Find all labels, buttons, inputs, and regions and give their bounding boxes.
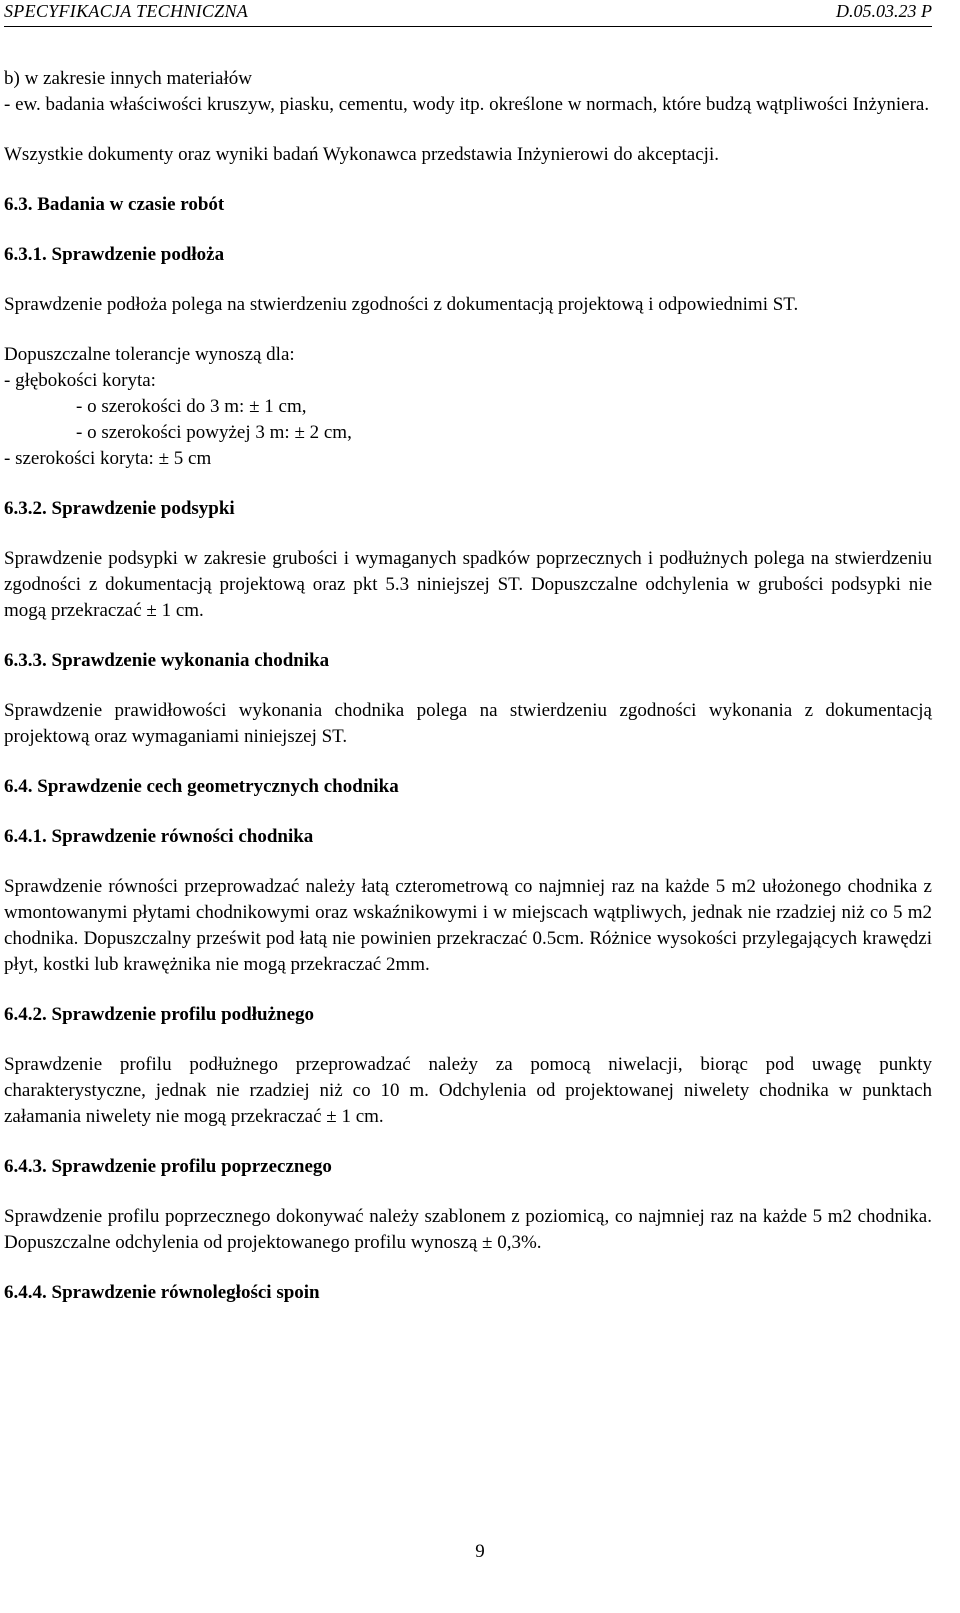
page-header (4, 0, 932, 27)
section-heading: 6.4.3. Sprawdzenie profilu poprzecznego (4, 1156, 332, 1177)
page-content (4, 66, 932, 1306)
text-paragraph: Sprawdzenie podłoża polega na stwierdzeniu zgodności z dokumentacją projektową i odpowiednimi ST. (4, 294, 799, 315)
text-paragraph: Sprawdzenie prawidłowości wykonania chodnika polega na stwierdzeniu zgodności wykonania z dokumentacją projektową oraz wymaganiami niniejszej ST. (4, 700, 932, 747)
text-paragraph: Sprawdzenie profilu podłużnego przeprowadzać należy za pomocą niwelacji, biorąc pod uwagę punkty charakterystyczne, jednak nie rzadziej niż co 10 m. Odchylenia od projektowanej niwelety chodnika w punktach załamania niwelety nie mogą przekraczać ± 1 cm. (4, 1054, 932, 1127)
text-paragraph: Sprawdzenie równości przeprowadzać należy łatą czterometrową co najmniej raz na każde 5 m2 ułożonego chodnika z wmontowanymi płytami chodnikowymi oraz wskaźnikowymi i w miejscach wątpliwych, jednak nie rzadziej niż co 5 m2 chodnika. Dopuszczalny prześwit pod łatą nie powinien przekraczać 0.5cm. Różnice wysokości przylegających krawędzi płyt, kostki lub krawężnika nie mogą przekraczać 2mm. (4, 876, 932, 975)
text-line: b) w zakresie innych materiałów (4, 68, 252, 89)
page-number: 9 (475, 1541, 485, 1562)
text-paragraph: Wszystkie dokumenty oraz wyniki badań Wykonawca przedstawia Inżynierowi do akceptacji. (4, 144, 719, 165)
text-paragraph: Sprawdzenie profilu poprzecznego dokonywać należy szablonem z poziomicą, co najmniej raz na każde 5 m2 chodnika. Dopuszczalne odchylenia od projektowanego profilu wynoszą ± 0,3%. (4, 1206, 932, 1253)
text-line: - głębokości koryta: (4, 370, 156, 391)
section-heading: 6.3.2. Sprawdzenie podsypki (4, 498, 235, 519)
text-line: Dopuszczalne tolerancje wynoszą dla: (4, 344, 295, 365)
section-heading: 6.3.1. Sprawdzenie podłoża (4, 244, 225, 265)
text-line: - o szerokości powyżej 3 m: ± 2 cm, (76, 422, 352, 443)
text-paragraph: - ew. badania właściwości kruszyw, piasku, cementu, wody itp. określone w normach, które budzą wątpliwości Inżyniera. (4, 94, 930, 115)
header-document-code: D.05.03.23 P (836, 1, 932, 21)
section-heading: 6.4.4. Sprawdzenie równoległości spoin (4, 1282, 320, 1303)
section-heading: 6.3.3. Sprawdzenie wykonania chodnika (4, 650, 330, 671)
header-document-title: SPECYFIKACJA TECHNICZNA (4, 1, 249, 21)
text-line: - szerokości koryta: ± 5 cm (4, 448, 212, 469)
section-heading: 6.4.2. Sprawdzenie profilu podłużnego (4, 1004, 315, 1025)
section-heading: 6.3. Badania w czasie robót (4, 194, 225, 215)
section-heading: 6.4.1. Sprawdzenie równości chodnika (4, 826, 314, 847)
section-heading: 6.4. Sprawdzenie cech geometrycznych chodnika (4, 776, 399, 797)
text-line: - o szerokości do 3 m: ± 1 cm, (76, 396, 307, 417)
text-paragraph: Sprawdzenie podsypki w zakresie grubości i wymaganych spadków poprzecznych i podłużnych polega na stwierdzeniu zgodności z dokumentacją projektową oraz pkt 5.3 niniejszej ST. Dopuszczalne odchylenia w grubości podsypki nie mogą przekraczać ± 1 cm. (4, 548, 932, 621)
